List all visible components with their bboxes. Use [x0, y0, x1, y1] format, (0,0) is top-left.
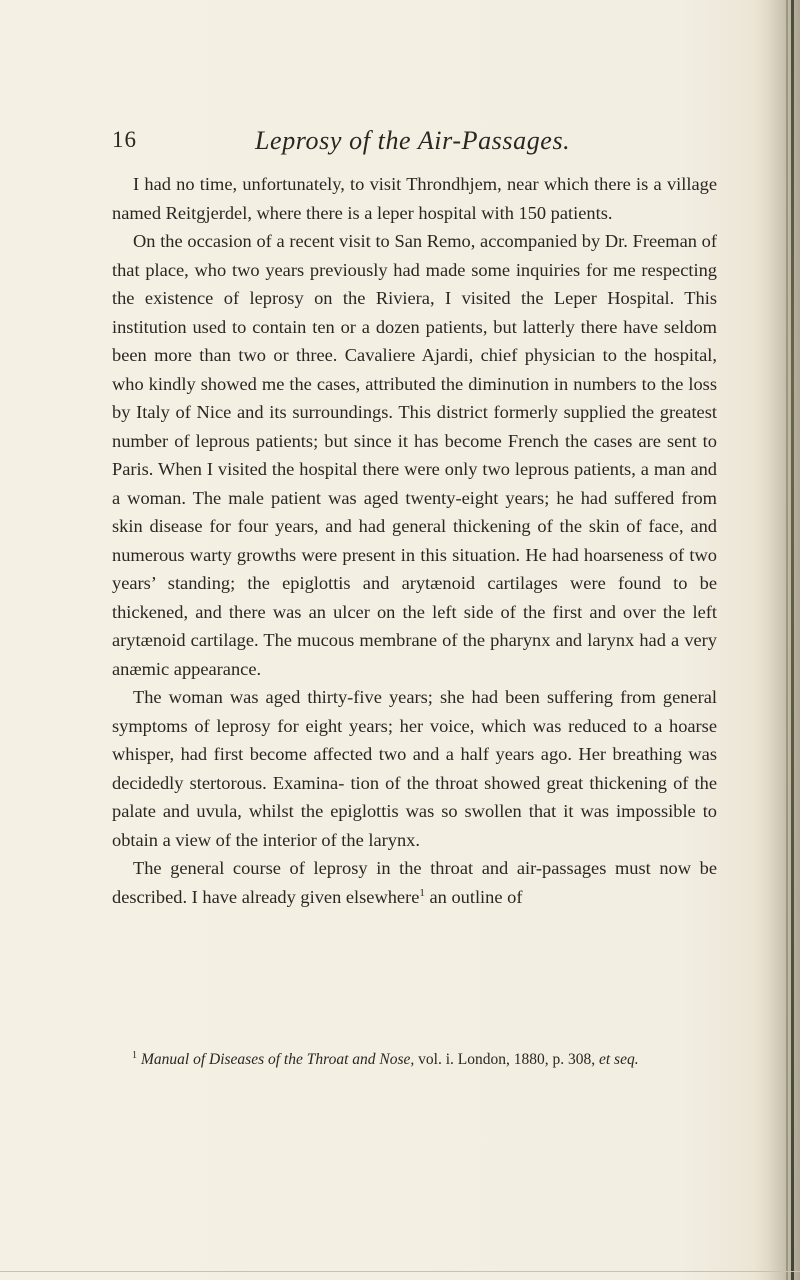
paragraph: The woman was aged thirty-five years; she had been suffering from general symptoms of leprosy for eight years; her voice, which was reduced to a hoarse whisper, had first become affected two and a half years ago. Her breathing was decidedly stertorous. Examina- tion of the throat showed great thickening of the palate and uvula, whilst the epiglottis was so swollen that it was impossible to obtain a view of the interior of the larynx.	[112, 687, 717, 850]
page-header	[112, 127, 717, 161]
footnote-suffix: et seq.	[598, 1051, 639, 1068]
footnote-details: vol. i. London, 1880, p. 308,	[414, 1051, 596, 1068]
paragraph	[112, 854, 717, 911]
running-title: Leprosy of the Air-Passages.	[255, 126, 571, 155]
footnote-title: Manual of Diseases of the Throat and Nose,	[141, 1051, 415, 1068]
paragraph-text: an outline of	[424, 886, 523, 907]
paragraph-text: The general course of leprosy in the throat and air-passages must now be described. I have already given elsewhere	[112, 858, 717, 907]
binding-edge-inner	[786, 0, 788, 1280]
page-number: 16	[112, 127, 137, 152]
footnote: 1 Manual of Diseases of the Throat and Nose, vol. i. London, 1880, p. 308, et seq.	[132, 1050, 639, 1068]
footnote-reference: 1	[419, 886, 425, 899]
page-bottom-edge	[0, 1271, 800, 1272]
paragraph: I had no time, unfortunately, to visit Throndhjem, near which there is a village named Reitgjerdel, where there is a leper hospital with 150 patients.	[112, 174, 717, 223]
binding-edge	[791, 0, 794, 1280]
body-text	[112, 170, 717, 911]
paragraph: On the occasion of a recent visit to San Remo, accompanied by Dr. Freeman of that place, who two years previously had made some inquiries for me respecting the existence of leprosy on the Riviera, I visited the Leper Hospital. This institution used to contain ten or a dozen patients, but latterly there have seldom been more than two or three. Cavaliere Ajardi, chief physician to the hospital, who kindly showed me the cases, attributed the diminution in numbers to the loss by Italy of Nice and its surroundings. This district formerly supplied the greatest number of leprous patients; but since it has become French the cases are sent to Paris. When I visited the hospital there were only two leprous patients, a man and a woman. The male patient was aged twenty-eight years; he had suffered from skin disease for four years, and had general thickening of the skin of face, and numerous warty growths were present in this situation. He had hoarseness of two years’ standing; the epiglottis and arytænoid cartilages were found to be thickened, and there was an ulcer on the left side of the first and over the left arytænoid cartilage. The mucous membrane of the pharynx and larynx had a very anæmic appearance.	[112, 231, 717, 679]
